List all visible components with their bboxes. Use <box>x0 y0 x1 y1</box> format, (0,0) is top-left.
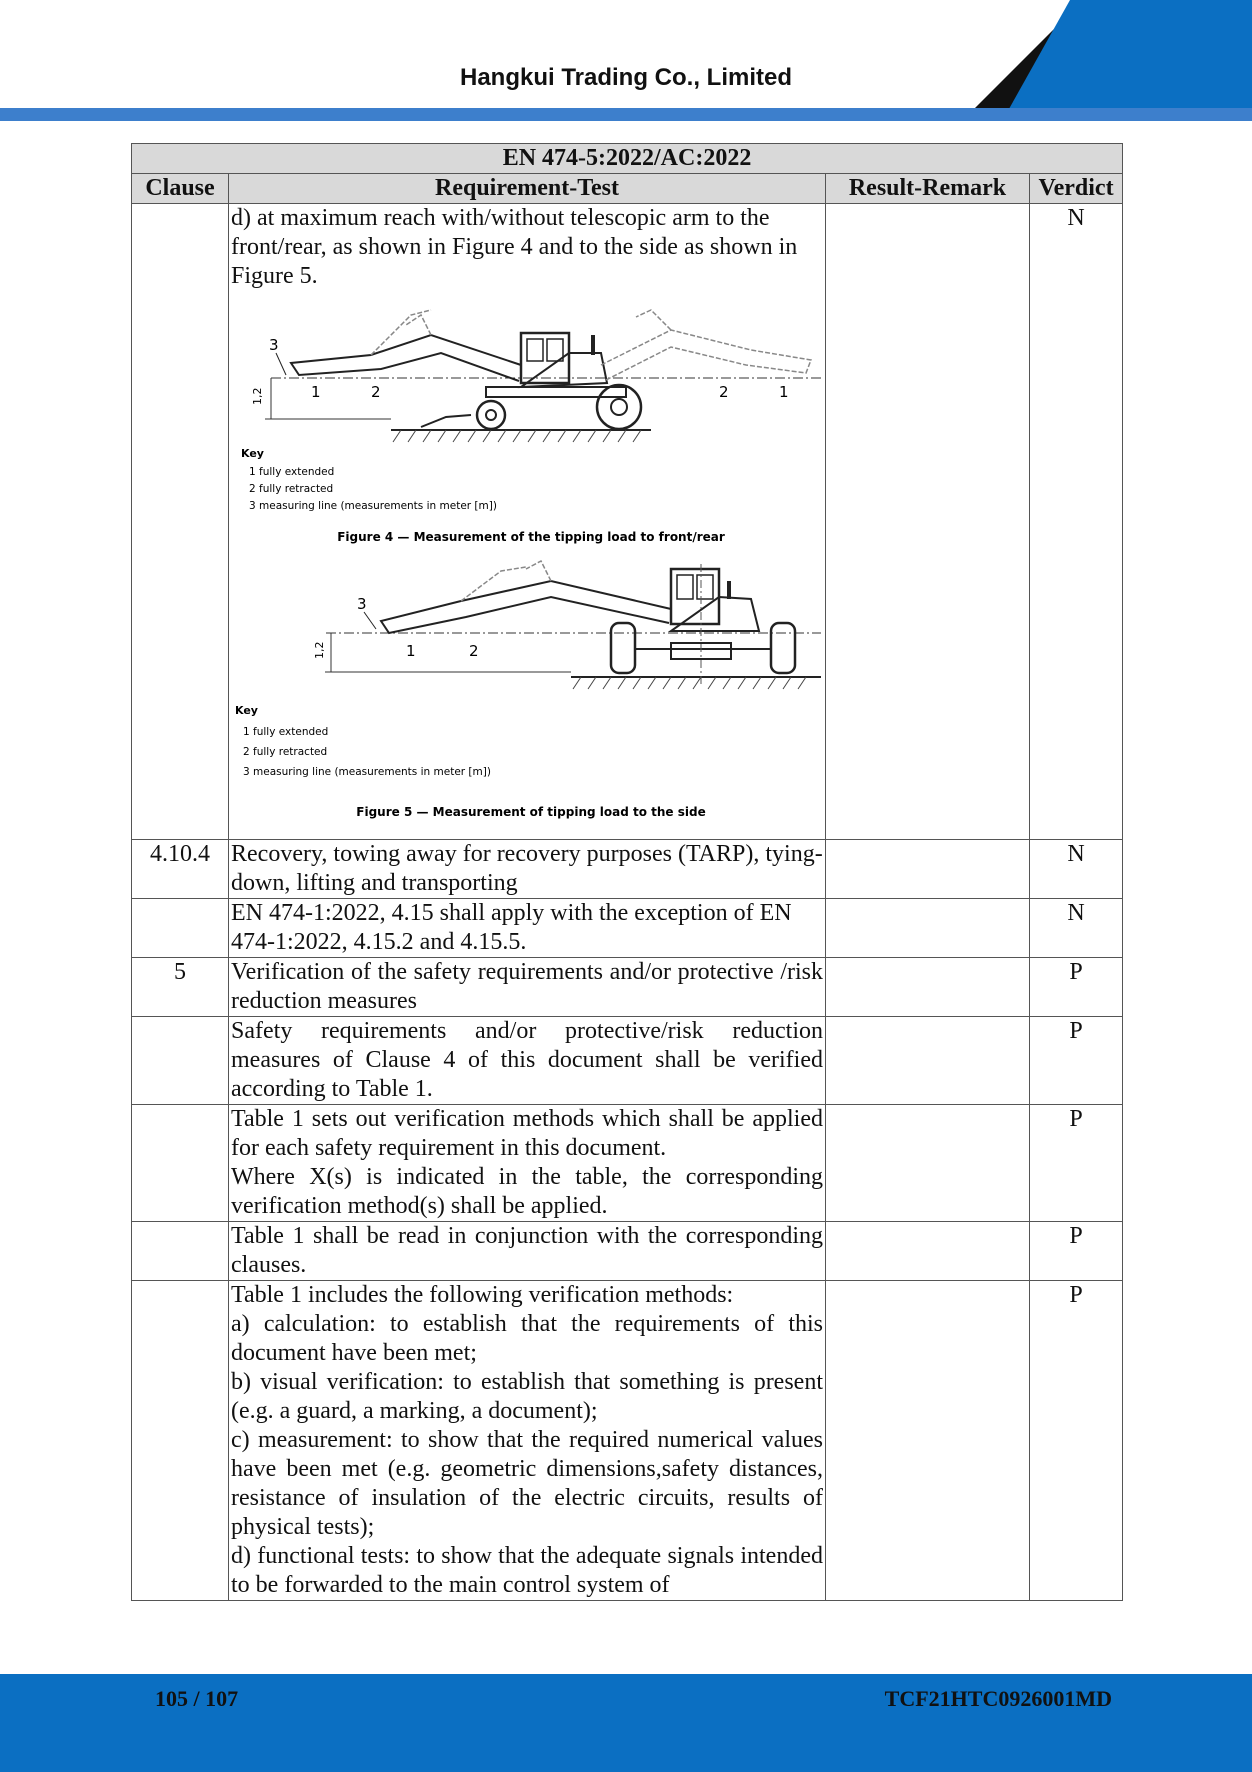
requirement-text: Recovery, towing away for recovery purposes (TARP), tying-down, lifting and transporting <box>231 841 823 896</box>
report-number: TCF21HTC0926001MD <box>884 1686 1112 1711</box>
method-c: c) measurement: to show that the required numerical values have been met (e.g. geometric dimensions,safety distances, resistance of insulation of the electric circuits, results of physical tests); <box>231 1427 823 1540</box>
fig5-callout-1: 1 <box>406 642 416 660</box>
clause-cell <box>132 1281 229 1601</box>
table-row <box>132 840 1123 899</box>
method-b: b) visual verification: to establish that something is present (e.g. a guard, a marking, a document); <box>231 1369 823 1424</box>
verdict-cell: P <box>1030 1281 1123 1601</box>
table-row <box>132 1222 1123 1281</box>
fig5-caption: Figure 5 — Measurement of tipping load to the side <box>356 805 706 819</box>
fig4-callout-1b: 1 <box>779 383 789 401</box>
requirement-cell <box>229 1281 826 1601</box>
fig4-callout-3: 3 <box>269 336 279 354</box>
requirement-text: Where X(s) is indicated in the table, the corresponding verification method(s) shall be applied. <box>231 1164 823 1219</box>
table-title-row <box>132 144 1123 174</box>
col-requirement: Requirement-Test <box>229 174 826 204</box>
clause-cell <box>132 1017 229 1105</box>
requirement-text: Table 1 sets out verification methods which shall be applied for each safety requirement in this document. <box>231 1106 823 1161</box>
result-cell <box>826 899 1030 958</box>
requirement-cell <box>229 899 826 958</box>
figure-4-diagram <box>231 305 831 567</box>
result-cell <box>826 1222 1030 1281</box>
verdict-cell: P <box>1030 958 1123 1017</box>
col-result: Result-Remark <box>826 174 1030 204</box>
verdict-cell: P <box>1030 1017 1123 1105</box>
requirement-cell <box>229 1222 826 1281</box>
fig4-dim-label: 1,2 <box>251 387 264 405</box>
requirement-cell <box>229 204 826 840</box>
requirement-text: Safety requirements and/or protective/risk reduction measures of Clause 4 of this document shall be verified according to Table 1. <box>231 1018 823 1102</box>
fig4-callout-1a: 1 <box>311 383 321 401</box>
fig5-callout-3: 3 <box>357 595 367 613</box>
result-cell <box>826 840 1030 899</box>
requirement-text: Table 1 includes the following verification methods: <box>231 1282 734 1308</box>
fig5-key-1: 1 fully extended <box>243 726 329 738</box>
page-number: 105 / 107 <box>155 1686 239 1711</box>
fig4-callout-2b: 2 <box>719 383 729 401</box>
table-row <box>132 1105 1123 1222</box>
requirement-cell <box>229 958 826 1017</box>
verdict-cell: P <box>1030 1105 1123 1222</box>
col-verdict: Verdict <box>1030 174 1123 204</box>
requirement-cell <box>229 840 826 899</box>
clause-cell <box>132 899 229 958</box>
fig4-callout-2a: 2 <box>371 383 381 401</box>
requirement-text: EN 474-1:2022, 4.15 shall apply with the exception of EN 474-1:2022, 4.15.2 and 4.15.5. <box>231 900 792 955</box>
clause-cell: 5 <box>132 958 229 1017</box>
fig4-key-2: 2 fully retracted <box>249 483 334 495</box>
method-a: a) calculation: to establish that the requirements of this document have been met; <box>231 1311 823 1366</box>
requirement-cell <box>229 1017 826 1105</box>
company-name: Hangkui Trading Co., Limited <box>459 64 792 91</box>
col-clause: Clause <box>132 174 229 204</box>
clause-cell <box>132 1222 229 1281</box>
table-row <box>132 899 1123 958</box>
result-cell <box>826 958 1030 1017</box>
result-cell <box>826 204 1030 840</box>
fig4-key-1: 1 fully extended <box>249 466 335 478</box>
verdict-cell: N <box>1030 840 1123 899</box>
fig4-caption: Figure 4 — Measurement of the tipping load to front/rear <box>337 530 725 544</box>
table-row <box>132 204 1123 840</box>
requirement-text: d) at maximum reach with/without telescopic arm to the front/rear, as shown in Figure 4 and to the side as shown in Figure 5. <box>231 205 798 289</box>
fig5-key-2: 2 fully retracted <box>243 746 328 758</box>
table-row <box>132 958 1123 1017</box>
standard-title: EN 474-5:2022/AC:2022 <box>132 144 1123 174</box>
fig4-key-3: 3 measuring line (measurements in meter [m]) <box>249 500 497 512</box>
fig5-callout-2: 2 <box>469 642 479 660</box>
header-decoration <box>0 0 1252 125</box>
requirement-cell <box>229 1105 826 1222</box>
clause-cell <box>132 204 229 840</box>
result-cell <box>826 1281 1030 1601</box>
fig4-key-title: Key <box>241 447 264 460</box>
verdict-cell: P <box>1030 1222 1123 1281</box>
verdict-cell: N <box>1030 204 1123 840</box>
requirement-text: Table 1 shall be read in conjunction with the corresponding clauses. <box>231 1223 823 1278</box>
verification-table <box>131 143 1123 1601</box>
table-header-row <box>132 174 1123 204</box>
fig5-key-3: 3 measuring line (measurements in meter [m]) <box>243 766 491 778</box>
clause-cell: 4.10.4 <box>132 840 229 899</box>
header-band <box>0 108 1252 121</box>
table-row <box>132 1281 1123 1601</box>
figure-5-diagram <box>231 559 831 839</box>
result-cell <box>826 1105 1030 1222</box>
clause-cell <box>132 1105 229 1222</box>
result-cell <box>826 1017 1030 1105</box>
method-d: d) functional tests: to show that the adequate signals intended to be forwarded to the main control system of <box>231 1543 823 1598</box>
fig5-key-title: Key <box>235 704 258 717</box>
table-row <box>132 1017 1123 1105</box>
requirement-text: Verification of the safety requirements and/or protective /risk reduction measures <box>231 959 823 1014</box>
fig5-dim-label: 1,2 <box>313 641 326 659</box>
verdict-cell: N <box>1030 899 1123 958</box>
